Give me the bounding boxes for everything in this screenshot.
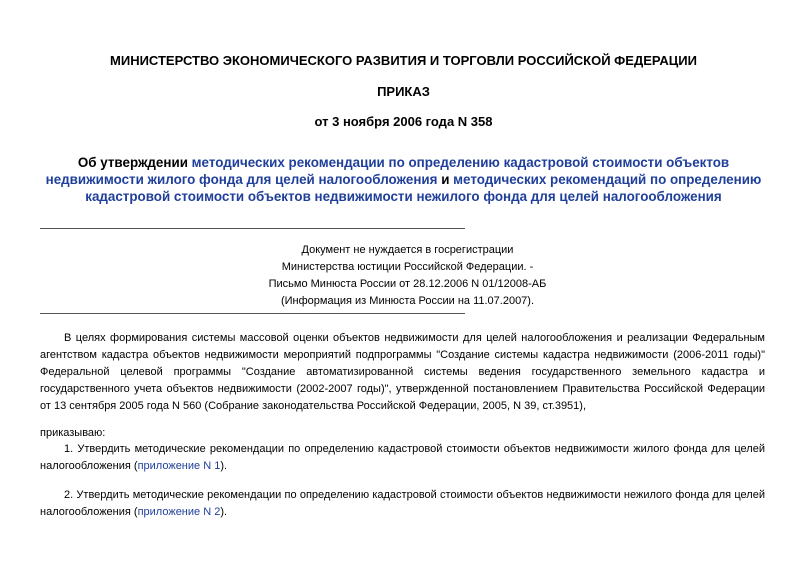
divider-bottom [40, 313, 465, 314]
divider-top [40, 228, 465, 229]
preamble-paragraph: В целях формирования системы массовой оценки объектов недвижимости для целей налогообложения и реализации Федеральным агентством кадастра объектов недвижимости мероприятий подпрограммы "Создание системы кадастра недвижимости (2006-2011 годы)" Федеральной целевой программы "Создание автоматизированной системы ведения государственного земельного кадастра и государственного учета объектов недвижимости (2002-2007 годы)", утвержденной постановлением Правительства Российской Федерации от 13 сентября 2005 года N 560 (Собрание законодательства Российской Федерации, 2005, N 39, ст.3951), [40, 332, 765, 412]
order-item-suffix: ). [220, 460, 228, 472]
order-word: приказываю: [40, 427, 106, 439]
registration-note-line: (Информация из Минюста России на 11.07.2007). [280, 295, 535, 307]
appendix-2-link[interactable]: приложение N 2 [137, 506, 221, 518]
order-item-text: 1. Утвердить методические рекомендации по определению кадастровой стоимости объектов недвижимости жилого фонда для целей налогообложения ( [40, 443, 765, 472]
document-date-number: от 3 ноября 2006 года N 358 [314, 114, 493, 129]
ministry-heading: МИНИСТЕРСТВО ЭКОНОМИЧЕСКОГО РАЗВИТИЯ И ТОРГОВЛИ РОССИЙСКОЙ ФЕДЕРАЦИИ [110, 53, 697, 68]
order-item-suffix: ). [220, 506, 228, 518]
document-title [40, 154, 767, 205]
title-link-residential-methodology[interactable]: методических рекомендации по определению кадастровой стоимости объектов недвижимости жилого фонда для целей налогообложения [45, 155, 730, 187]
order-item-text: 2. Утвердить методические рекомендации по определению кадастровой стоимости объектов недвижимости нежилого фонда для целей налогообложения ( [40, 489, 765, 518]
order-item-1 [40, 441, 765, 475]
registration-note-line: Документ не нуждается в госрегистрации [301, 244, 514, 256]
order-item-2 [40, 487, 765, 521]
document-type: ПРИКАЗ [377, 84, 430, 99]
registration-note-line: Министерства юстиции Российской Федерации. - [281, 261, 534, 273]
title-prefix: Об утверждении [77, 155, 192, 170]
title-link-nonresidential-methodology[interactable]: методических рекомендаций по определению кадастровой стоимости объектов недвижимости нежилого фонда для целей налогообложения [85, 172, 762, 204]
appendix-1-link[interactable]: приложение N 1 [137, 460, 221, 472]
registration-note [230, 242, 585, 310]
title-middle: и [437, 172, 454, 187]
registration-note-line: Письмо Минюста России от 28.12.2006 N 01/12008-АБ [268, 278, 547, 290]
